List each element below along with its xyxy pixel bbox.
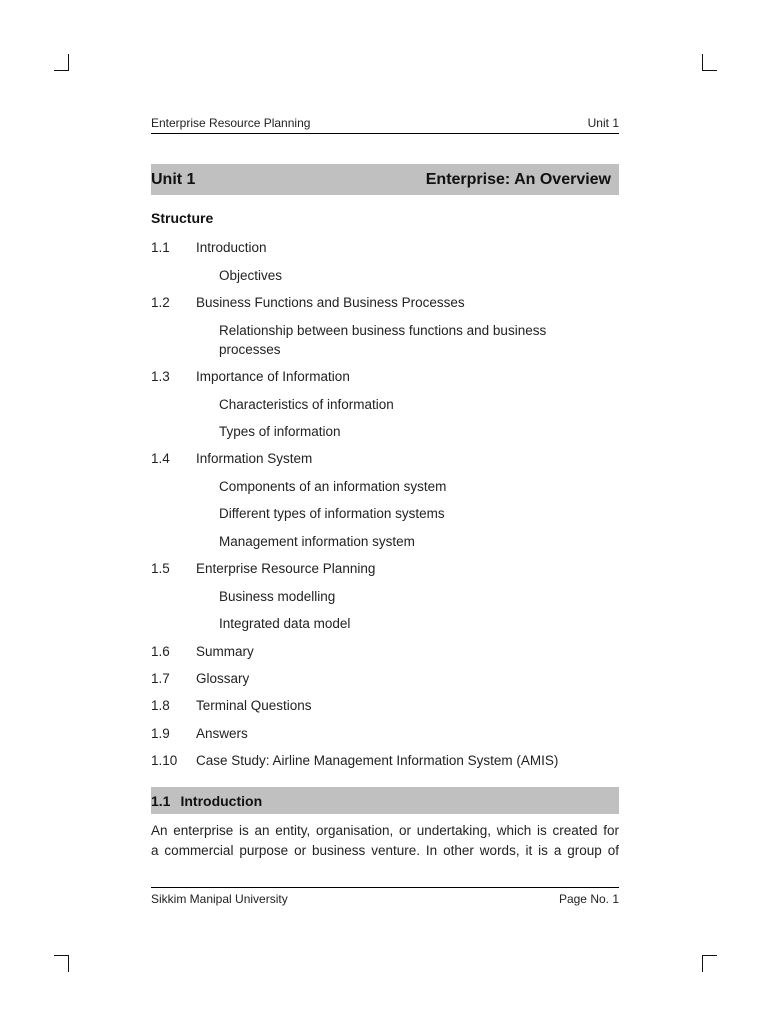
footer-university: Sikkim Manipal University (151, 892, 288, 906)
toc-item-number: 1.5 (151, 561, 170, 576)
crop-mark-top-left (54, 54, 69, 71)
toc-item-title: Case Study: Airline Management Information System (AMIS) (196, 753, 559, 768)
toc-item-title: Business Functions and Business Processes (196, 295, 465, 310)
body-line: An enterprise is an entity, organisation, or undertaking, which is created for (151, 823, 619, 838)
toc-item-number: 1.2 (151, 295, 170, 310)
unit-title-bar (151, 164, 619, 195)
toc-item-title: Terminal Questions (196, 698, 312, 713)
toc-item-number: 1.6 (151, 644, 170, 659)
toc-item-title: Introduction (196, 240, 267, 255)
toc-item-title: Summary (196, 644, 254, 659)
toc-subitem-title: Types of information (219, 424, 341, 439)
toc-subitem-title: Integrated data model (219, 616, 351, 631)
header-book-title: Enterprise Resource Planning (151, 116, 311, 130)
toc-item-number: 1.7 (151, 671, 170, 686)
toc-subitem-title: Management information system (219, 534, 415, 549)
toc-item-number: 1.4 (151, 451, 170, 466)
body-paragraph (151, 821, 619, 861)
toc-item-title: Glossary (196, 671, 250, 686)
toc-item-number: 1.8 (151, 698, 170, 713)
crop-mark-top-right (702, 54, 717, 71)
section-heading-bar (151, 787, 619, 814)
toc-subitem-title: Characteristics of information (219, 397, 394, 412)
body-line: a commercial purpose or business venture. In other words, it is a group of (151, 843, 619, 858)
running-header (151, 116, 619, 134)
toc-subitem-title: Different types of information systems (219, 506, 445, 521)
toc-item-number: 1.3 (151, 369, 170, 384)
toc-item-title: Enterprise Resource Planning (196, 561, 376, 576)
toc-item-number: 1.9 (151, 726, 170, 741)
toc-subitem-title: Relationship between business functions and business processes (219, 323, 547, 357)
toc-item-title: Importance of Information (196, 369, 350, 384)
crop-mark-bottom-left (54, 955, 69, 972)
header-unit-label: Unit 1 (587, 116, 619, 130)
toc-item-number: 1.1 (151, 240, 170, 255)
toc-subitem-title: Components of an information system (219, 479, 447, 494)
unit-title: Enterprise: An Overview (425, 170, 611, 188)
toc-item-title: Information System (196, 451, 313, 466)
toc-subitem-title: Objectives (219, 268, 283, 283)
running-footer (151, 887, 619, 906)
toc-item-title: Answers (196, 726, 248, 741)
footer-page-number: Page No. 1 (558, 892, 619, 906)
structure-heading: Structure (151, 210, 214, 226)
crop-mark-bottom-right (702, 955, 717, 972)
toc-subitem-title: Business modelling (219, 589, 336, 604)
toc-item-number: 1.10 (151, 753, 178, 768)
section-number: 1.1 (151, 792, 171, 809)
section-title: Introduction (180, 792, 263, 809)
unit-number: Unit 1 (151, 170, 196, 188)
